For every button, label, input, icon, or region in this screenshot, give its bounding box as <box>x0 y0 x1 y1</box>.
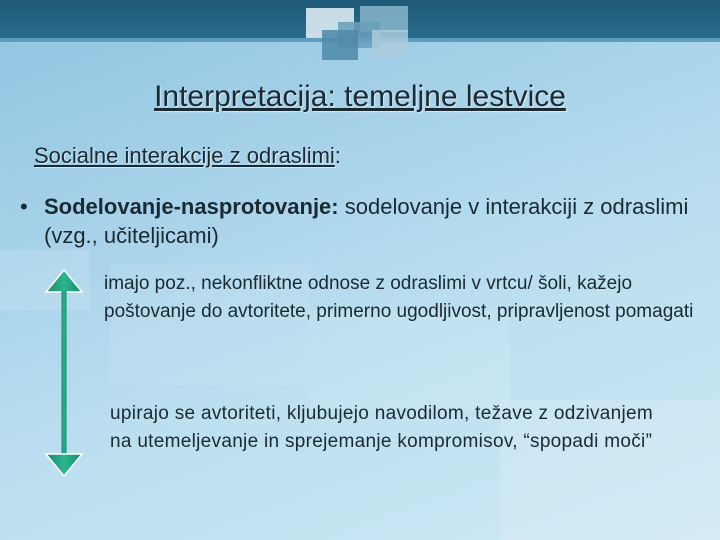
decor-square <box>372 30 408 58</box>
positive-description: imajo poz., nekonfliktne odnose z odraslimi v vrtcu/ šoli, kažejo poštovanje do avtoritete, primerno ugodljivost, pripravljenost pomagati <box>104 273 694 322</box>
negative-description: upirajo se avtoriteti, kljubujejo navodilom, težave z odzivanjem na utemeljevanje in sprejemanje kompromisov, “spopadi moči” <box>110 403 654 452</box>
bullet-bold: Sodelovanje-nasprotovanje: <box>44 194 339 219</box>
slide-subtitle <box>34 143 341 169</box>
double-arrow-icon <box>44 268 84 478</box>
bullet-rest: sodelovanje v interakciji z odraslimi (vzg., učiteljicami) <box>44 194 689 248</box>
bullet-marker: • <box>20 194 28 219</box>
decor-square <box>322 30 358 60</box>
subtitle-main: Socialne interakcije z odraslimi <box>34 143 335 168</box>
bullet-text <box>44 192 694 250</box>
slide-title: Interpretacija: temeljne lestvice <box>154 80 566 113</box>
subtitle-suffix: : <box>334 143 341 168</box>
